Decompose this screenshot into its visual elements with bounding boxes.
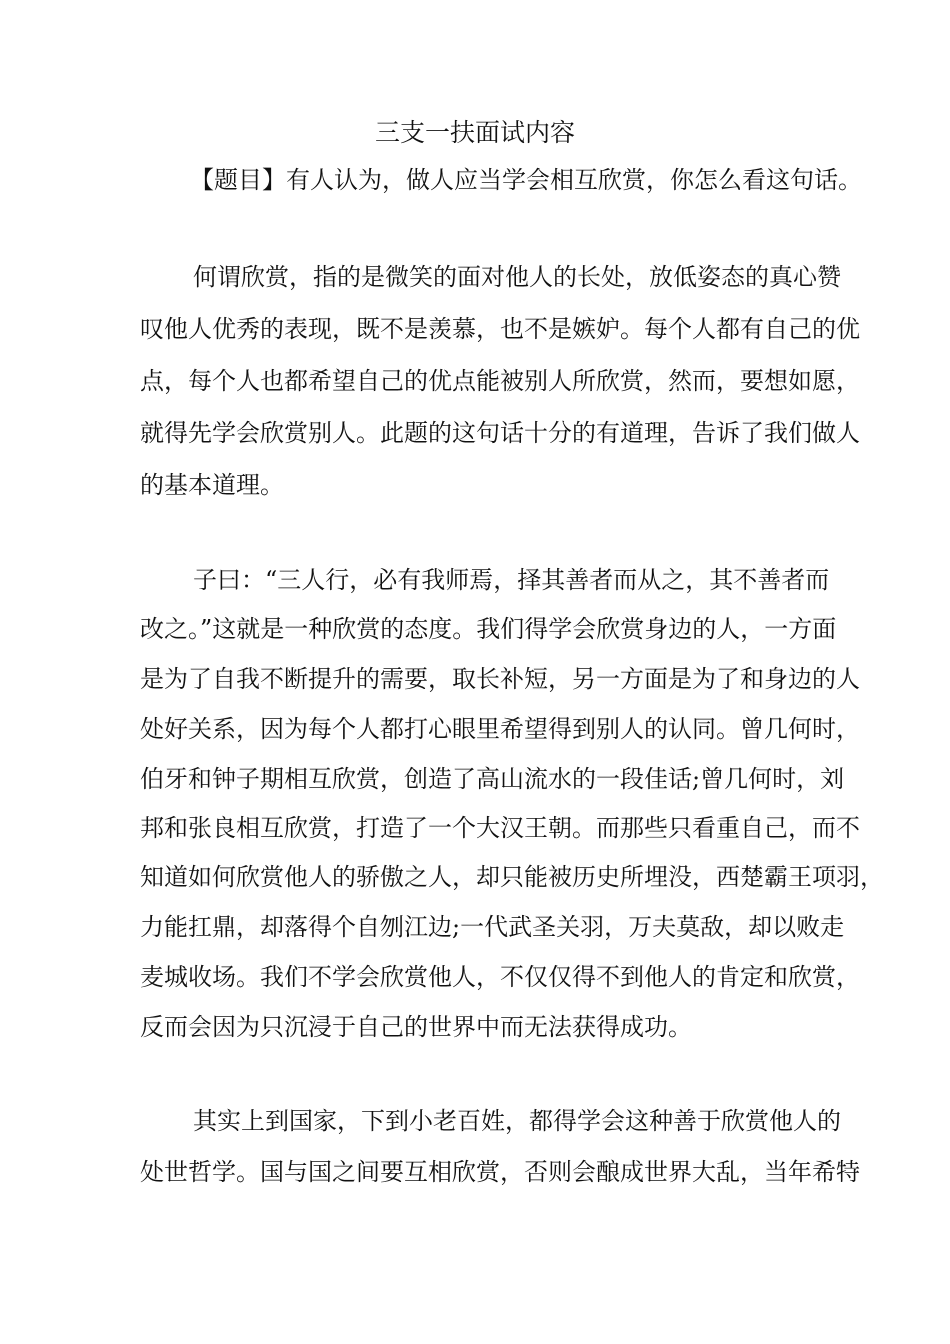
paragraph-line: 处世哲学。国与国之间要互相欣赏，否则会酿成世界大乱，当年希特 [140, 1158, 860, 1186]
paragraph-line: 改之。”这就是一种欣赏的态度。我们得学会欣赏身边的人，一方面 [140, 615, 837, 643]
paragraph-line: 何谓欣赏，指的是微笑的面对他人的长处，放低姿态的真心赞 [193, 263, 841, 291]
document-title: 三支一扶面试内容 [374, 118, 575, 147]
paragraph-line: 麦城收场。我们不学会欣赏他人，不仅仅得不到他人的肯定和欣赏， [140, 963, 860, 991]
paragraph-line: 是为了自我不断提升的需要，取长补短，另一方面是为了和身边的人 [140, 665, 860, 693]
paragraph-line: 的基本道理。 [140, 471, 284, 499]
paragraph-line: 就得先学会欣赏别人。此题的这句话十分的有道理，告诉了我们做人 [140, 419, 860, 447]
paragraph-line: 其实上到国家，下到小老百姓，都得学会这种善于欣赏他人的 [193, 1107, 841, 1135]
paragraph-line: 反而会因为只沉浸于自己的世界中而无法获得成功。 [140, 1013, 692, 1041]
question-line: 【题目】有人认为，做人应当学会相互欣赏，你怎么看这句话。 [190, 166, 862, 194]
paragraph-line: 处好关系，因为每个人都打心眼里希望得到别人的认同。曾几何时， [140, 715, 860, 743]
paragraph-line: 子曰：“三人行，必有我师焉，择其善者而从之，其不善者而 [193, 566, 830, 594]
paragraph-line: 力能扛鼎，却落得个自刎江边;一代武圣关羽，万夫莫敌，却以败走 [140, 913, 845, 941]
paragraph-line: 点，每个人也都希望自己的优点能被别人所欣赏，然而，要想如愿， [140, 367, 860, 395]
paragraph-line: 叹他人优秀的表现，既不是羡慕，也不是嫉妒。每个人都有自己的优 [140, 315, 860, 343]
paragraph-line: 伯牙和钟子期相互欣赏，创造了高山流水的一段佳话;曾几何时，刘 [140, 765, 845, 793]
paragraph-line: 邦和张良相互欣赏，打造了一个大汉王朝。而那些只看重自己，而不 [140, 814, 860, 842]
paragraph-line: 知道如何欣赏他人的骄傲之人，却只能被历史所埋没，西楚霸王项羽， [140, 863, 884, 891]
